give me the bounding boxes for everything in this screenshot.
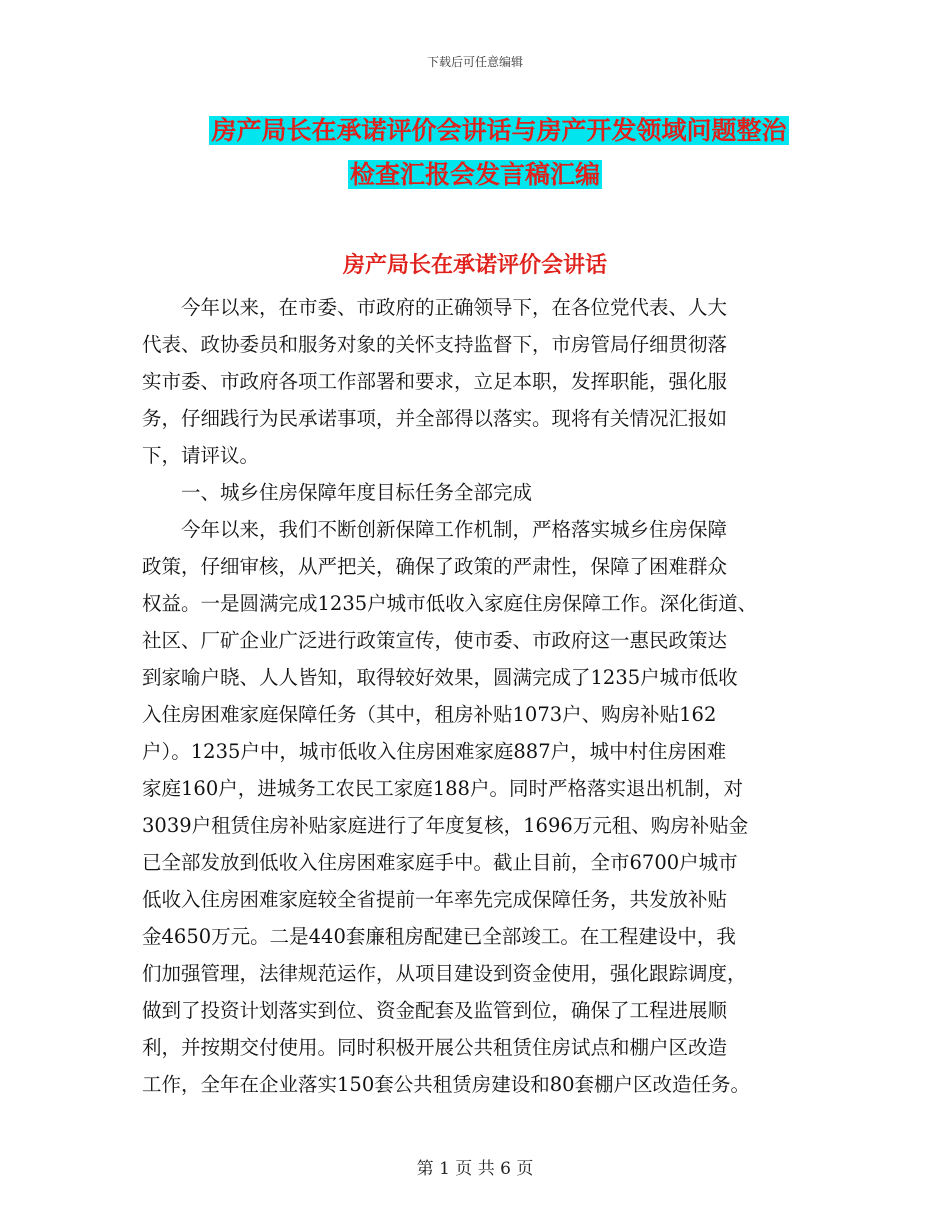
text-line: 今年以来，我们不断创新保障工作机制，严格落实城乡住房保障: [142, 518, 728, 541]
text-line: 已全部发放到低收入住房困难家庭手中。截止目前，全市6700户城市: [142, 851, 738, 874]
text-line: 代表、政协委员和服务对象的关怀支持监督下，市房管局仔细贯彻落: [142, 333, 728, 356]
text-line: 们加强管理，法律规范运作，从项目建设到资金使用，强化跟踪调度，: [142, 962, 747, 985]
page-footer: 第 1 页 共 6 页: [416, 1159, 534, 1179]
text-line: 到家喻户晓、人人皆知，取得较好效果，圆满完成了1235户城市低收: [142, 666, 738, 689]
text-line: 工作，全年在企业落实150套公共租赁房建设和80套棚户区改造任务。: [142, 1073, 751, 1096]
document-title-line-1: 房产局长在承诺评价会讲话与房产开发领域问题整治: [211, 116, 787, 145]
subsection-heading: 一、城乡住房保障年度目标任务全部完成: [142, 481, 533, 504]
header-note: 下载后可任意编辑: [426, 55, 523, 69]
text-line: 3039户租赁住房补贴家庭进行了年度复核，1696万元租、购房补贴金: [142, 814, 749, 837]
text-line: 实市委、市政府各项工作部署和要求，立足本职，发挥职能，强化服: [142, 370, 728, 393]
text-line: 入住房困难家庭保障任务（其中，租房补贴1073户、购房补贴162: [142, 703, 717, 726]
text-line: 政策，仔细审核，从严把关，确保了政策的严肃性，保障了困难群众: [142, 555, 728, 578]
text-line: 今年以来，在市委、市政府的正确领导下，在各位党代表、人大: [142, 296, 728, 319]
text-line: 户）。1235户中，城市低收入住房困难家庭887户，城中村住房困难: [142, 740, 727, 763]
text-line: 金4650万元。二是440套廉租房配建已全部竣工。在工程建设中，我: [142, 925, 736, 948]
text-line: 务，仔细践行为民承诺事项，并全部得以落实。现将有关情况汇报如: [142, 407, 728, 430]
text-line: 社区、厂矿企业广泛进行政策宣传，使市委、市政府这一惠民政策达: [142, 629, 728, 652]
text-line: 家庭160户，进城务工农民工家庭188户。同时严格落实退出机制，对: [142, 777, 743, 800]
text-line: 做到了投资计划落实到位、资金配套及监管到位，确保了工程进展顺: [142, 999, 728, 1022]
text-line: 低收入住房困难家庭较全省提前一年率先完成保障任务，共发放补贴: [142, 888, 728, 911]
document-title-line-2: 检查汇报会发言稿汇编: [349, 160, 600, 189]
text-line: 权益。一是圆满完成1235户城市低收入家庭住房保障工作。深化街道、: [142, 592, 758, 615]
text-line: 下，请评议。: [142, 444, 260, 467]
text-line: 利，并按期交付使用。同时积极开展公共租赁住房试点和棚户区改造: [142, 1036, 728, 1059]
section-title: 房产局长在承诺评价会讲话: [342, 253, 607, 278]
